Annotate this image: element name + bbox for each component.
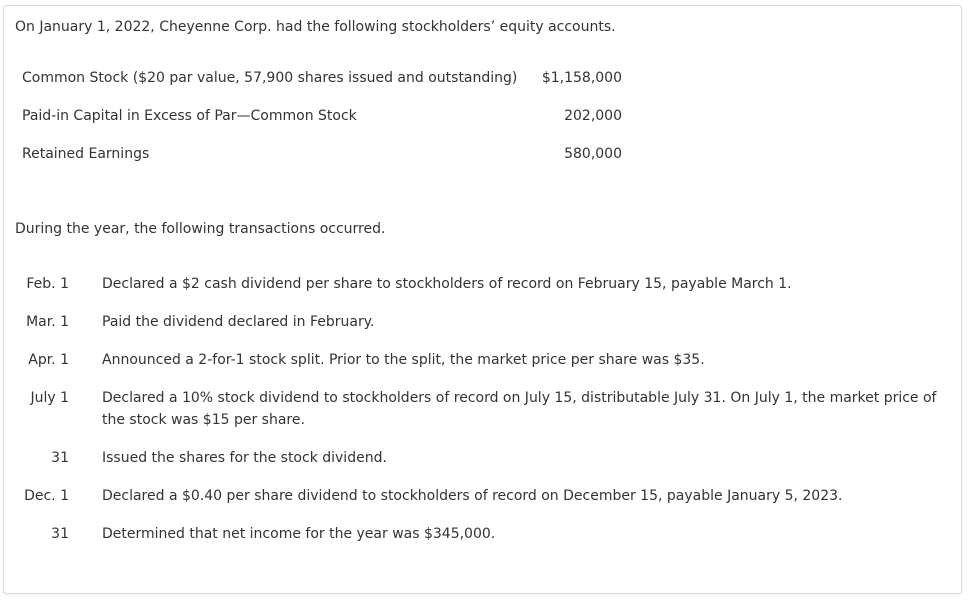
transaction-row <box>22 523 942 545</box>
transaction-row <box>22 447 942 469</box>
transaction-description: Issued the shares for the stock dividend. <box>102 450 387 466</box>
transaction-date: Dec. 1 <box>24 488 69 504</box>
transaction-row <box>22 311 942 333</box>
transaction-date: Feb. 1 <box>26 276 69 292</box>
account-row-retained-earnings <box>22 142 622 180</box>
transaction-description: Determined that net income for the year was $345,000. <box>102 526 496 542</box>
intro-text: On January 1, 2022, Cheyenne Corp. had the following stockholders’ equity accounts. <box>15 19 616 35</box>
account-amount: 202,000 <box>564 108 622 124</box>
transaction-row <box>22 485 942 507</box>
transaction-description: Declared a $2 cash dividend per share to stockholders of record on February 15, payable March 1. <box>102 276 792 292</box>
account-row-paid-in-capital <box>22 104 622 142</box>
transaction-row <box>22 387 942 431</box>
transaction-date: 31 <box>51 526 69 542</box>
account-amount: $1,158,000 <box>541 70 622 86</box>
account-row-common-stock <box>22 66 622 104</box>
account-name: Paid-in Capital in Excess of Par—Common Stock <box>22 108 357 124</box>
account-amount: 580,000 <box>564 146 622 162</box>
transactions-list <box>22 273 942 561</box>
transaction-date: 31 <box>51 450 69 466</box>
transaction-date: Mar. 1 <box>26 314 69 330</box>
transaction-description: Declared a 10% stock dividend to stockholders of record on July 15, distributable July 31. On July 1, the market price of the stock was $15 per share. <box>102 390 937 428</box>
transaction-date: Apr. 1 <box>28 352 69 368</box>
account-name: Common Stock ($20 par value, 57,900 shares issued and outstanding) <box>22 70 518 86</box>
transaction-date: July 1 <box>30 390 69 406</box>
transaction-description: Announced a 2-for-1 stock split. Prior to the split, the market price per share was $35. <box>102 352 705 368</box>
transaction-row <box>22 349 942 371</box>
transaction-description: Declared a $0.40 per share dividend to stockholders of record on December 15, payable January 5, 2023. <box>102 488 843 504</box>
equity-accounts-table <box>22 66 622 180</box>
transaction-row <box>22 273 942 295</box>
transactions-intro-text: During the year, the following transactions occurred. <box>15 221 386 237</box>
account-name: Retained Earnings <box>22 146 150 162</box>
transaction-description: Paid the dividend declared in February. <box>102 314 375 330</box>
